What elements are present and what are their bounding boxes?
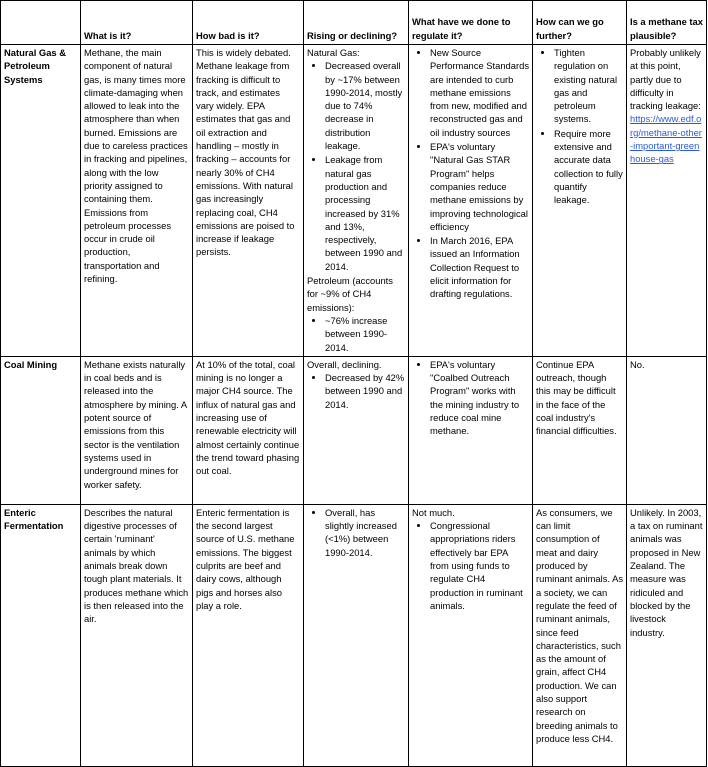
header-how-bad: How bad is it? [193,1,304,45]
list-item: • EPA's voluntary "Natural Gas STAR Program" helps companies reduce methane emissions by improving technological efficiency [430,140,529,233]
sector-coal-mining: Coal Mining [1,356,81,504]
regulate-cell [409,504,533,766]
trend-cell [304,356,409,504]
what-cell: Describes the natural digestive processes of certain 'ruminant' animals by which animals break down tough plant materials. It produces methane which is then released into the air. [81,504,193,766]
table-row [1,45,707,357]
list-item: • Congressional appropriations riders effectively bar EPA from using funds to regulate CH4 production in ruminant animals. [430,519,529,612]
how-bad-cell: This is widely debated. Methane leakage from fracking is difficult to track, and estimates vary widely. EPA estimates that gas and oil extraction and handling – mostly in fracking – accounts for nearly 30% of CH4 emissions. With natural gas increasingly replacing coal, CH4 emissions are poised to increase if leakage persists. [193,45,304,357]
further-cell: As consumers, we can limit consumption of meat and dairy produced by ruminant animals. As a society, we can regulate the feed of ruminant animals, since feed characteristics, such as the amount of grain, affect CH4 production. We can also support research on breeding animals to produce less CH4. [533,504,627,766]
header-further: How can we go further? [533,1,627,45]
list-item: • EPA's voluntary "Coalbed Outreach Program" works with the mining industry to reduce coal mine methane. [430,358,529,438]
further-list [536,46,623,207]
header-tax: Is a methane tax plausible? [627,1,707,45]
sector-natural-gas: Natural Gas & Petroleum Systems [1,45,81,357]
trend-list [307,314,405,354]
regulate-heading: Not much. [412,506,455,518]
regulate-list [412,519,529,612]
trend-heading-petroleum: Petroleum (accounts for ~9% of CH4 emissions): [307,275,393,313]
further-cell [533,45,627,357]
list-item: • ~76% increase between 1990-2014. [325,314,405,354]
list-item: • Decreased by 42% between 1990 and 2014. [325,371,405,411]
tax-text: Probably unlikely at this point, partly due to difficulty in tracking leakage: [630,47,701,112]
trend-cell [304,504,409,766]
regulate-list [412,46,529,301]
what-cell: Methane, the main component of natural gas, is many times more climate-damaging when allowed to leak into the atmosphere than when burned. Emissions are due to careless practices in fracking and pipelines, along with the low priority assigned to containing them. Emissions from petroleum processes occur in crude oil production, transportation and refining. [81,45,193,357]
trend-list [307,59,405,273]
trend-heading: Natural Gas: [307,47,360,58]
list-item: • Tighten regulation on existing natural gas and petroleum systems. [554,46,623,126]
header-row [1,1,707,45]
regulate-cell [409,356,533,504]
tax-cell: No. [627,356,707,504]
trend-list [307,506,405,559]
how-bad-cell: At 10% of the total, coal mining is no longer a major CH4 source. The influx of natural gas and increasing use of renewable electricity will almost certainly continue the trend toward phasing out coal. [193,356,304,504]
list-item: • Require more extensive and accurate data collection to fully quantify leakage. [554,127,623,207]
how-bad-cell: Enteric fermentation is the second largest source of U.S. methane emissions. The biggest culprits are beef and dairy cows, although pigs and horses also play a role. [193,504,304,766]
header-corner [1,1,81,45]
tax-cell: Unlikely. In 2003, a tax on ruminant animals was proposed in New Zealand. The measure was ridiculed and blocked by the livestock industry. [627,504,707,766]
edf-link[interactable]: https://www.edf.org/methane-other-important-greenhouse-gas [630,113,702,165]
table-row [1,504,707,766]
regulate-cell [409,45,533,357]
trend-cell [304,45,409,357]
further-cell: Continue EPA outreach, though this may be difficult in the face of the coal industry's financial difficulties. [533,356,627,504]
table-row [1,356,707,504]
header-what: What is it? [81,1,193,45]
sector-enteric-fermentation: Enteric Fermentation [1,504,81,766]
trend-list [307,371,405,411]
what-cell: Methane exists naturally in coal beds and is released into the atmosphere by mining. A potent source of emissions from this sector is the ventilation systems used in underground mines for worker safety. [81,356,193,504]
list-item: • Decreased overall by ~17% between 1990-2014, mostly due to 74% decrease in distribution leakage. [325,59,405,152]
header-trend: Rising or declining? [304,1,409,45]
list-item: • Overall, has slightly increased (<1%) between 1990-2014. [325,506,405,559]
list-item: • Leakage from natural gas production and processing increased by 31% and 13%, respectively, between 1990 and 2014. [325,153,405,273]
tax-cell [627,45,707,357]
list-item: • In March 2016, EPA issued an Information Collection Request to elicit information for drafting regulations. [430,234,529,300]
list-item: • New Source Performance Standards are intended to curb methane emissions from new, modified and reconstructed gas and oil industry sources [430,46,529,139]
header-regulate: What have we done to regulate it? [409,1,533,45]
regulate-list [412,358,529,438]
trend-heading: Overall, declining. [307,358,382,370]
